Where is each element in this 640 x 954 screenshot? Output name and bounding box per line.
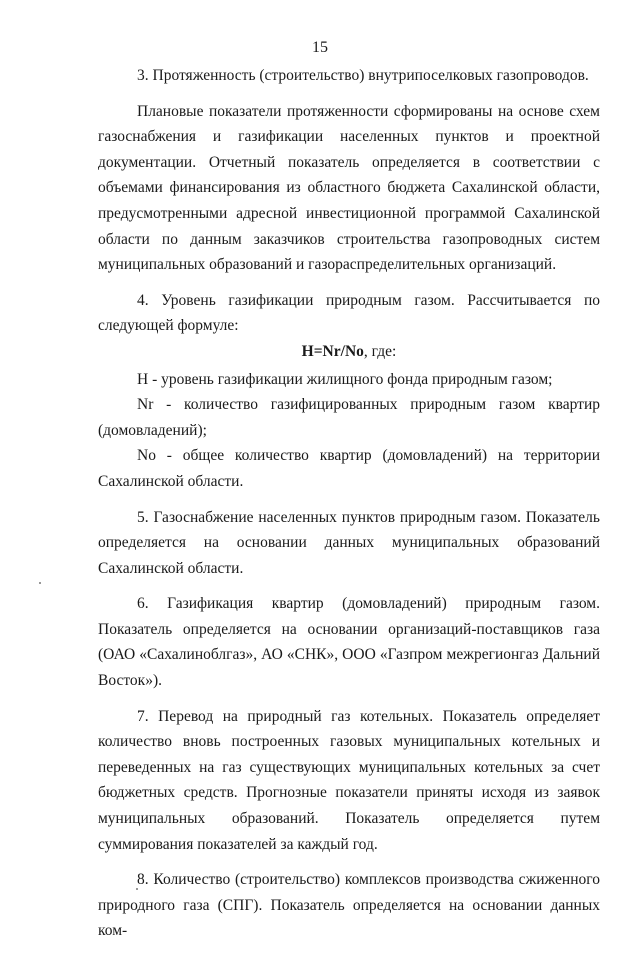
paragraph-7: 7. Перевод на природный газ котельных. Показатель определяет количество вновь построенных газовых муниципальных котельных и переведенных на газ существующих муниципальных котельных за счет бюджетных средств. Прогнозные показатели приняты исходя из заявок муниципальных образований. Показатель определяется путем суммирования показателей за каждый год. bbox=[98, 707, 600, 853]
paragraph-3: 3. Протяженность (строительство) внутрипоселковых газопроводов. bbox=[137, 67, 589, 84]
paragraph-4: 4. Уровень газификации природным газом. Рассчитывается по следующей формуле: bbox=[98, 291, 600, 335]
document-body bbox=[98, 63, 600, 954]
paragraph-5: 5. Газоснабжение населенных пунктов природным газом. Показатель определяется на основании данных муниципальных образований Сахалинской области. bbox=[98, 508, 600, 577]
definition-no: No - общее количество квартир (домовладений) на территории Сахалинской области. bbox=[98, 447, 600, 490]
paragraph-6: 6. Газификация квартир (домовладений) природным газом. Показатель определяется на основании организаций-поставщиков газа (ОАО «Сахалиноблгаз», АО «СНК», ООО «Газпром межрегионгаз Дальний Восток»). bbox=[98, 595, 600, 690]
formula-expression: Н=Nr/No bbox=[301, 342, 364, 360]
paragraph-planned-indicators: Плановые показатели протяженности сформированы на основе схем газоснабжения и газификации населенных пунктов и проектной документации. Отчетный показатель определяется в соответствии с объемами финансирования из областного бюджета Сахалинской области, предусмотренными адресной инвестиционной программой Сахалинской области по данным заказчиков строительства газопроводных систем муниципальных образований и газораспределительных организаций. bbox=[98, 102, 600, 274]
formula bbox=[98, 339, 600, 365]
definition-h: Н - уровень газификации жилищного фонда природным газом; bbox=[137, 370, 553, 388]
paragraph-8: 8. Количество (строительство) комплексов производства сжиженного природного газа (СПГ). Показатель определяется на основании данных ком- bbox=[98, 871, 600, 940]
page-number: 15 bbox=[312, 39, 328, 56]
formula-suffix: , где: bbox=[363, 342, 397, 360]
scan-speck bbox=[136, 888, 138, 890]
scan-speck bbox=[39, 582, 41, 584]
definition-nr: Nr - количество газифицированных природным газом квартир (домовладений); bbox=[98, 396, 600, 439]
